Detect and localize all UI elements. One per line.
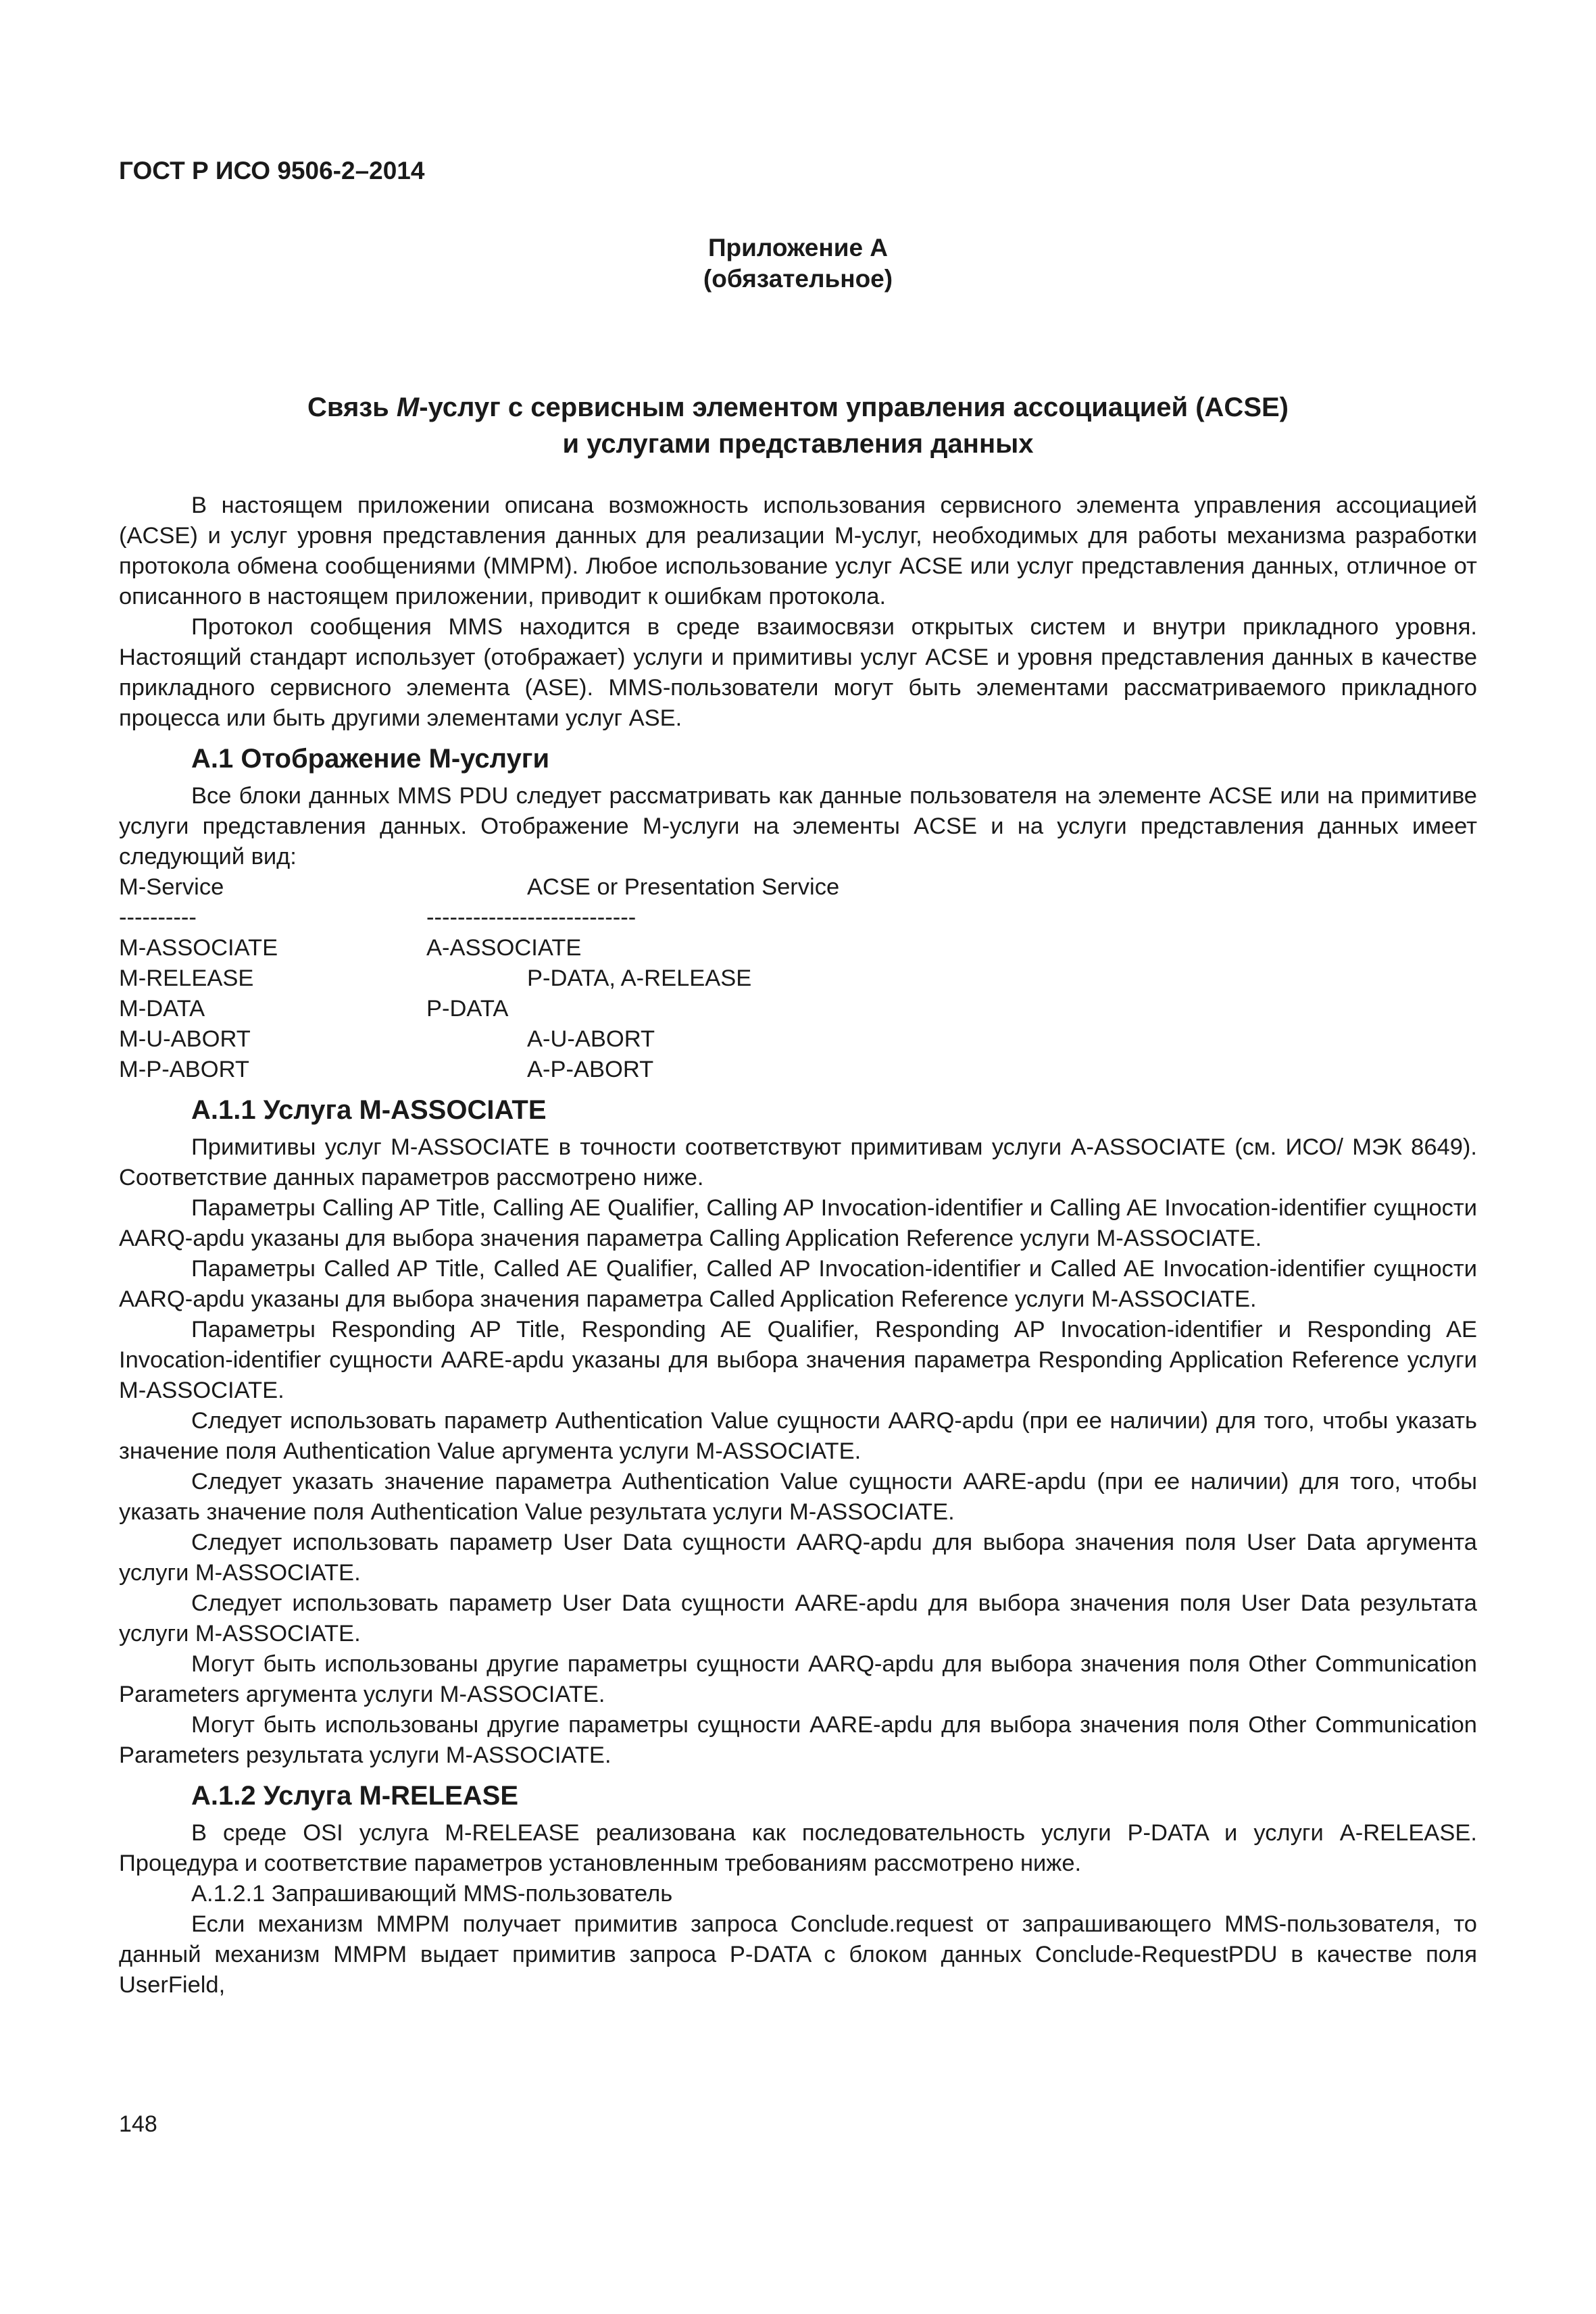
mapping-col-left: M-Service bbox=[119, 874, 224, 900]
mapping-acse-service: A-P-ABORT bbox=[527, 1057, 654, 1082]
section-paragraph: В среде OSI услуга M-RELEASE реализована как последовательность услуги P-DATA и услуги A-RELEASE. Процедура и соответствие параметров установленным требованиям рассмотрено ниже. bbox=[119, 1820, 1477, 1876]
mapping-acse-service: A-ASSOCIATE bbox=[426, 935, 582, 961]
mapping-row bbox=[119, 933, 1477, 963]
appendix-title bbox=[0, 389, 1596, 462]
mapping-m-service: M-ASSOCIATE bbox=[119, 935, 278, 961]
mapping-acse-service: P-DATA, A-RELEASE bbox=[527, 965, 752, 991]
mapping-acse-service: A-U-ABORT bbox=[527, 1026, 655, 1052]
title-line-1: Связь M-услуг с сервисным элементом управления ассоциацией (ACSE) bbox=[307, 393, 1289, 422]
section-paragraph: Следует использовать параметр Authentication Value сущности AARQ-apdu (при ее наличии) для того, чтобы указать значение поля Authentication Value аргумента услуги M-ASSOCIATE. bbox=[119, 1408, 1477, 1464]
section-paragraph: Следует указать значение параметра Authentication Value сущности AARE-apdu (при ее наличии) для того, чтобы указать значение поля Authentication Value результата услуги M-ASSOCIATE. bbox=[119, 1469, 1477, 1525]
document-body bbox=[119, 491, 1477, 2001]
section-paragraph: Параметры Called AP Title, Called AE Qualifier, Called AP Invocation-identifier и Called AE Invocation-identifier сущности AARQ-apdu указаны для выбора значения параметра Called Application Reference услуги M-ASSOCIATE. bbox=[119, 1256, 1477, 1312]
subsection-heading: А.1.2.1 Запрашивающий MMS-пользователь bbox=[191, 1881, 673, 1907]
section-paragraph: Все блоки данных MMS PDU следует рассматривать как данные пользователя на элементе ACSE или на примитиве услуги представления данных. Отображение M-услуги на элементы ACSE и на услуги представления данных имеет следующий вид: bbox=[119, 783, 1477, 870]
intro-paragraph: Протокол сообщения MMS находится в среде взаимосвязи открытых систем и внутри прикладного уровня. Настоящий стандарт использует (отображает) услуги и примитивы услуг ACSE и уровня представления данных в качестве прикладного сервисного элемента (ASE). MMS-пользователи могут быть элементами рассматриваемого прикладного процесса или быть другими элементами услуг ASE. bbox=[119, 614, 1477, 731]
document-header: ГОСТ Р ИСО 9506-2–2014 bbox=[119, 157, 425, 184]
title-line-2: и услугами представления данных bbox=[562, 429, 1034, 459]
mapping-separator-left: ---------- bbox=[119, 905, 197, 930]
section-heading-a11: А.1.1 Услуга M-ASSOCIATE bbox=[191, 1095, 547, 1125]
mapping-row bbox=[119, 963, 1477, 994]
mapping-m-service: M-U-ABORT bbox=[119, 1026, 251, 1052]
section-paragraph: Следует использовать параметр User Data сущности AARQ-apdu для выбора значения поля User Data аргумента услуги M-ASSOCIATE. bbox=[119, 1530, 1477, 1586]
section-paragraph: Параметры Calling AP Title, Calling AE Qualifier, Calling AP Invocation-identifier и Calling AE Invocation-identifier сущности AARQ-apdu указаны для выбора значения параметра Calling Application Reference услуги M-ASSOCIATE. bbox=[119, 1195, 1477, 1251]
section-paragraph: Примитивы услуг M-ASSOCIATE в точности соответствуют примитивам услуги A-ASSOCIATE (см. ИСО/ МЭК 8649). Соответствие данных параметров рассмотрено ниже. bbox=[119, 1134, 1477, 1190]
intro-paragraph: В настоящем приложении описана возможность использования сервисного элемента управления ассоциацией (ACSE) и услуг уровня представления данных для реализации M-услуг, необходимых для работы механизма разработки протокола обмена сообщениями (ММРМ). Любое использование услуг ACSE или услуг представления данных, отличное от описанного в настоящем приложении, приводит к ошибкам протокола. bbox=[119, 493, 1477, 609]
mapping-m-service: M-DATA bbox=[119, 996, 205, 1022]
mapping-m-service: M-P-ABORT bbox=[119, 1057, 249, 1082]
mapping-row bbox=[119, 1055, 1477, 1085]
section-paragraph: Если механизм ММРМ получает примитив запроса Conclude.request от запрашивающего MMS-пользователя, то данный механизм ММРМ выдает примитив запроса P-DATA с блоком данных Conclude-RequestPDU в качестве поля UserField, bbox=[119, 1911, 1477, 1998]
mapping-col-right: ACSE or Presentation Service bbox=[527, 874, 840, 900]
appendix-label: Приложение А bbox=[707, 234, 889, 261]
section-heading-a12: А.1.2 Услуга M-RELEASE bbox=[191, 1781, 519, 1811]
mapping-acse-service: P-DATA bbox=[426, 996, 509, 1022]
mapping-header-row bbox=[119, 872, 1477, 903]
mapping-row bbox=[119, 1024, 1477, 1055]
page-number: 148 bbox=[119, 2111, 157, 2137]
service-mapping-table bbox=[119, 872, 1477, 1085]
section-paragraph: Параметры Responding AP Title, Responding AE Qualifier, Responding AP Invocation-identifier и Responding AE Invocation-identifier сущности AARE-apdu указаны для выбора значения параметра Responding Application Reference услуги M-ASSOCIATE. bbox=[119, 1317, 1477, 1403]
section-heading-a1: А.1 Отображение M-услуги bbox=[191, 744, 550, 774]
mapping-m-service: M-RELEASE bbox=[119, 965, 254, 991]
section-paragraph: Могут быть использованы другие параметры сущности AARQ-apdu для выбора значения поля Other Communication Parameters аргумента услуги M-ASSOCIATE. bbox=[119, 1651, 1477, 1707]
mapping-row bbox=[119, 994, 1477, 1024]
section-paragraph: Следует использовать параметр User Data сущности AARE-apdu для выбора значения поля User Data результата услуги M-ASSOCIATE. bbox=[119, 1590, 1477, 1646]
section-paragraph: Могут быть использованы другие параметры сущности AARE-apdu для выбора значения поля Other Communication Parameters результата услуги M-ASSOCIATE. bbox=[119, 1712, 1477, 1768]
mapping-separator-right: --------------------------- bbox=[426, 905, 637, 930]
appendix-status: (обязательное) bbox=[703, 265, 893, 293]
mapping-separator-row bbox=[119, 903, 1477, 933]
